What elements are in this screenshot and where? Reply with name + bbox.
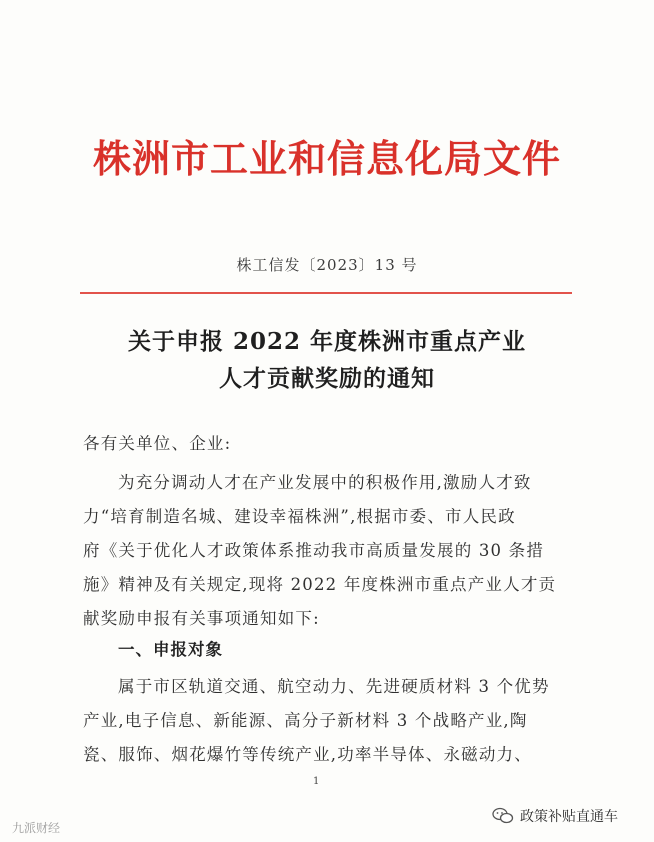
paragraph1-line: 施》精神及有关规定,现将 2022 年度株洲市重点产业人才贡 (83, 575, 557, 594)
page-number: 1 (313, 776, 320, 787)
notice-title-line-2: 人才贡献奖励的通知 (219, 365, 435, 392)
notice-title-line-1: 关于申报 2022 年度株洲市重点产业 (127, 328, 527, 355)
paragraph1-line: 献奖励申报有关事项通知如下: (83, 609, 320, 628)
document-number: 株工信发〔2023〕13 号 (236, 256, 418, 274)
paragraph1-line: 为充分调动人才在产业发展中的积极作用,激励人才致 (118, 473, 532, 492)
paragraph1-line: 力“培育制造名城、建设幸福株洲”,根据市委、市人民政 (83, 507, 516, 526)
paragraph2-line: 产业,电子信息、新能源、高分子新材料 3 个战略产业,陶 (83, 711, 528, 730)
watermark-source: 九派财经 (12, 821, 61, 835)
paragraph2-line: 瓷、服饰、烟花爆竹等传统产业,功率半导体、永磁动力、 (83, 745, 532, 764)
salutation: 各有关单位、企业: (83, 434, 232, 453)
paragraph2-line: 属于市区轨道交通、航空动力、先进硬质材料 3 个优势 (118, 677, 550, 696)
paragraph1-line: 府《关于优化人才政策体系推动我市高质量发展的 30 条措 (83, 541, 545, 560)
bureau-header-title: 株洲市工业和信息化局文件 (92, 136, 561, 181)
wechat-account-watermark (492, 806, 618, 826)
wechat-account-name: 政策补贴直通车 (520, 809, 618, 825)
section-heading-1: 一、申报对象 (118, 640, 223, 659)
red-divider-rule (80, 292, 572, 294)
wechat-icon (492, 807, 514, 825)
